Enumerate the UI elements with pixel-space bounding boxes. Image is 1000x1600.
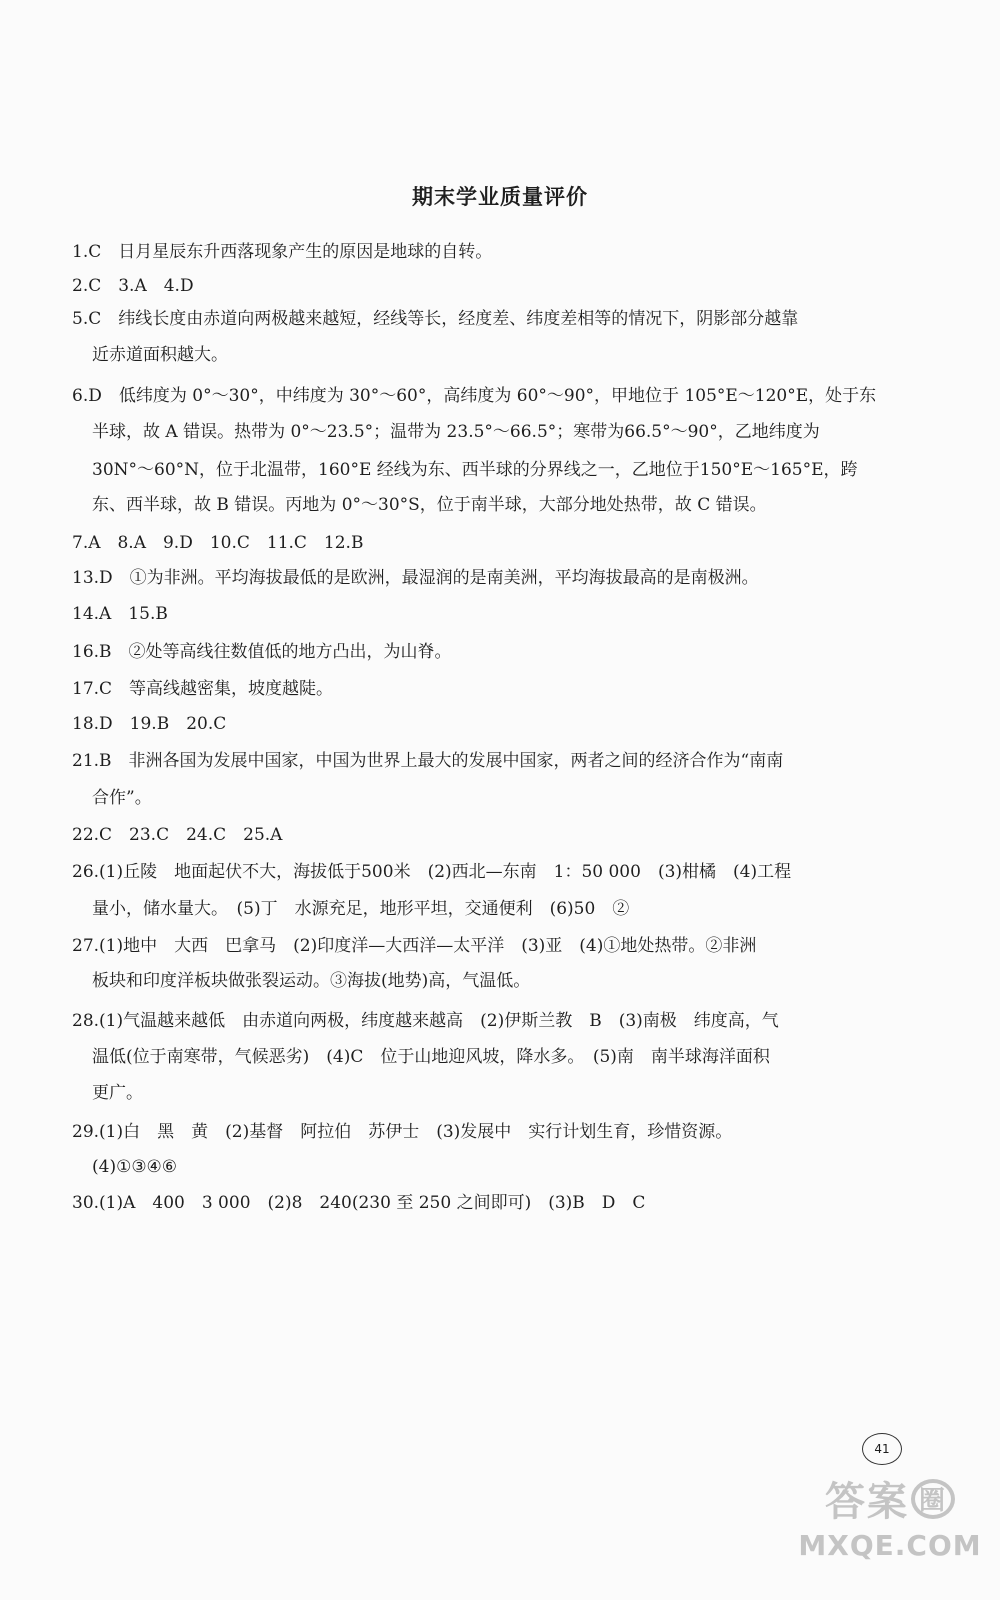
answer-line: 17.C 等高线越密集，坡度越陡。 [72,679,334,699]
page-title: 期末学业质量评价 [412,185,588,209]
answer-line: 7.A 8.A 9.D 10.C 11.C 12.B [72,533,364,553]
answer-line: 温低(位于南寒带，气候恶劣) (4)C 位于山地迎风坡，降水多。 (5)南 南半球海洋面积 [92,1047,770,1067]
page-number: 41 [862,1433,902,1465]
answer-line: 合作”。 [92,788,152,808]
watermark-text: 答案 [825,1479,909,1525]
watermark-badge: 圈 [911,1479,955,1519]
answer-line: 30.(1)A 400 3 000 (2)8 240(230 至 250 之间即可) (3)B D C [72,1193,646,1213]
answer-line: 21.B 非洲各国为发展中国家，中国为世界上最大的发展中国家，两者之间的经济合作为“南南 [72,751,784,771]
answer-line: 板块和印度洋板块做张裂运动。③海拔(地势)高，气温低。 [92,971,531,991]
answer-line: 26.(1)丘陵 地面起伏不大，海拔低于500米 (2)西北—东南 1：50 000 (3)柑橘 (4)工程 [72,862,792,882]
answer-line: 近赤道面积越大。 [92,345,228,365]
answer-line: 更广。 [92,1083,143,1103]
answer-line: 13.D ①为非洲。平均海拔最低的是欧洲，最湿润的是南美洲，平均海拔最高的是南极洲。 [72,568,759,588]
answer-line: 6.D 低纬度为 0°～30°，中纬度为 30°～60°，高纬度为 60°～90°，甲地位于 105°E～120°E，处于东 [72,386,877,406]
answer-line: 30N°～60°N，位于北温带，160°E 经线为东、西半球的分界线之一，乙地位于150°E～165°E，跨 [92,460,858,480]
answer-line: 29.(1)白 黑 黄 (2)基督 阿拉伯 苏伊士 (3)发展中 实行计划生育，珍惜资源。 [72,1122,733,1142]
answer-line: 28.(1)气温越来越低 由赤道向两极，纬度越来越高 (2)伊斯兰教 B (3)南极 纬度高，气 [72,1011,779,1031]
answer-line: 东、西半球，故 B 错误。丙地为 0°～30°S，位于南半球，大部分地处热带，故 C 错误。 [92,495,767,515]
answer-line: 18.D 19.B 20.C [72,714,227,734]
answer-line: 16.B ②处等高线往数值低的地方凸出，为山脊。 [72,642,452,662]
watermark-url: MXQE.COM [798,1529,982,1562]
answer-line: 半球，故 A 错误。热带为 0°～23.5°；温带为 23.5°～66.5°；寒带为66.5°～90°，乙地纬度为 [92,422,820,442]
answer-line: 14.A 15.B [72,604,168,624]
answer-line: 27.(1)地中 大西 巴拿马 (2)印度洋—大西洋—太平洋 (3)亚 (4)①地处热带。②非洲 [72,936,757,956]
answer-line: 1.C 日月星辰东升西落现象产生的原因是地球的自转。 [72,242,493,262]
answer-line: 5.C 纬线长度由赤道向两极越来越短，经线等长，经度差、纬度差相等的情况下，阴影部分越靠 [72,309,799,329]
answer-line: 2.C 3.A 4.D [72,276,194,296]
answer-line: 量小，储水量大。 (5)丁 水源充足，地形平坦，交通便利 (6)50 ② [92,899,630,919]
watermark-text-row [795,1470,985,1527]
watermark-logo [795,1470,985,1580]
answer-line: (4)①③④⑥ [92,1157,178,1177]
answer-line: 22.C 23.C 24.C 25.A [72,825,283,845]
